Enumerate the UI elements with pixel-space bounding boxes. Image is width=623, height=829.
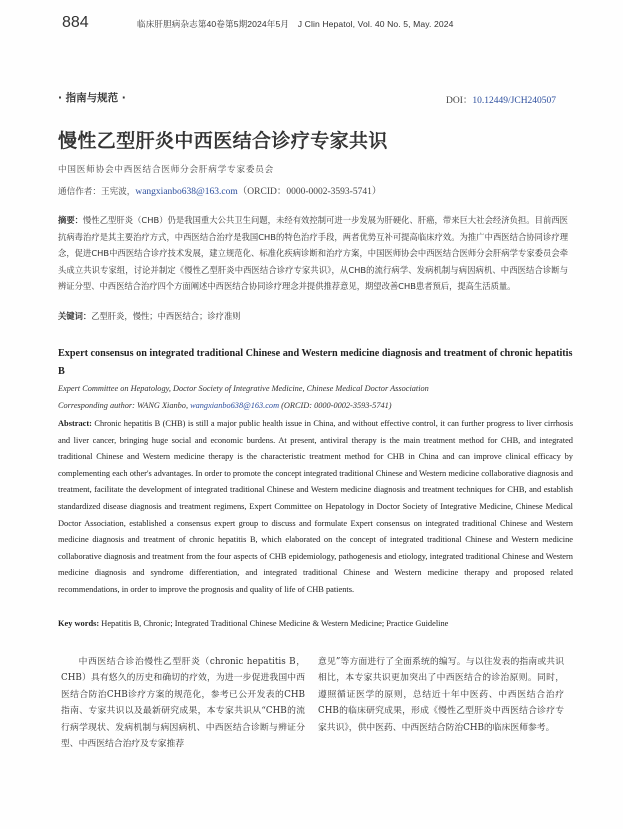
body-left-column: 中西医结合诊治慢性乙型肝炎（chronic hepatitis B，CHB）具有悠久的历史和确切的疗效，为进一步促进我国中西医结合防治CHB诊疗方案的规范化，参考已公开发表的CHB指南、专家共识以及最新研究成果，本专家共识从“CHB的流行病学现状、发病机制与病因病机、中西医结合诊断与辨证分型、中西医结合治疗及专家推荐	[61, 657, 305, 750]
english-authors: Expert Committee on Hepatology, Doctor Society of Integrative Medicine, Chinese Medical Doctor Association	[58, 384, 429, 393]
doi-label: DOI：	[446, 96, 473, 106]
running-head: 临床肝胆病杂志第40卷第5期2024年5月 J Clin Hepatol, Vol. 40 No. 5, May. 2024	[137, 19, 454, 29]
keywords-text: 乙型肝炎，慢性；中西医结合；诊疗准则	[91, 311, 241, 321]
english-abstract	[58, 416, 573, 599]
english-corresponding-author	[58, 401, 392, 410]
chinese-corresponding-author	[58, 183, 381, 197]
page-number: 884	[62, 14, 89, 31]
chinese-authors: 中国医师协会中西医结合医师分会肝病学专家委员会	[58, 165, 275, 175]
page-header	[62, 14, 583, 32]
abstract-text: 慢性乙型肝炎（CHB）仍是我国重大公共卫生问题，未经有效控制可进一步发展为肝硬化、肝癌，带来巨大社会经济负担。目前西医抗病毒治疗是其主要治疗方式，中西医结合治疗是我国CHB的特色治疗手段，两者优势互补可提高临床疗效。为推广中西医结合协同诊疗理念，促进CHB中西医结合诊疗技术发展，建立规范化、标准化疾病诊断和治疗方案，中国医师协会中西医结合医师分会肝病学专家委员会牵头成立共识专家组，讨论并制定《慢性乙型肝炎中西医结合诊疗专家共识》，从CHB的流行病学、发病机制与病因病机、中西医结合诊断与辨证分型、中西医结合治疗四个方面阐述中西医结合协同诊疗理念并提供推荐意见，期望改善CHB患者预后，提高生活质量。	[58, 215, 568, 292]
chinese-abstract	[58, 212, 568, 295]
email-link[interactable]: wangxianbo638@163.com	[135, 187, 238, 197]
keywords-text: Hepatitis B, Chronic; Integrated Traditional Chinese Medicine & Western Medicine; Practice Guideline	[99, 619, 449, 628]
chinese-keywords	[58, 310, 241, 322]
keywords-label: 关键词：	[58, 311, 92, 321]
abstract-text: Chronic hepatitis B (CHB) is still a major public health issue in China, and without effective control, it can further progress to liver cirrhosis and liver cancer, bringing huge social and economic burdens. At present, antiviral therapy is the main treatment method for CHB, and integrated traditional Chinese and Western medicine therapy is the characteristic treatment method for CHB in China and can improve clinical efficacy by complementing each other's advantages. In order to promote the concept integrated traditional Chinese and Western medicine collaborative diagnosis and treatment, facilitate the development of integrated traditional Chinese and Western medicine diagnosis and treatment techniques for CHB, and establish standardized disease diagnosis and treatment regimens, Expert Committee on Hepatology in Doctor Society of Integrative Medicine, Chinese Medical Doctor Association, established a consensus expert group to discuss and formulate Expert consensus on integrated traditional Chinese and Western medicine diagnosis and treatment of chronic hepatitis B, which elaborated on the concept of integrated traditional Chinese and Western medicine collaborative diagnosis and treatment from the four aspects of CHB epidemiology, pathogenesis and etiology, integrated traditional Chinese and Western medicine diagnosis and syndrome differentiation, and integrated traditional Chinese and Western medicine therapy and proposed related recommendations, in order to improve the prognosis and quality of life of CHB patients.	[58, 419, 573, 594]
column-tag: · 指南与规范 ·	[58, 92, 126, 104]
body-right-column: 意见”等方面进行了全面系统的编写。与以往发表的指南或共识相比，本专家共识更加突出了中西医结合的诊治原则。同时，遵照循证医学的原则，总结近十年中医药、中西医结合治疗CHB的临床研究成果，形成《慢性乙型肝炎中西医结合诊疗专家共识》，供中医药、中西医结合防治CHB的临床医师参考。	[318, 657, 564, 733]
abstract-label: 摘要：	[58, 215, 84, 225]
english-title: Expert consensus on integrated traditional Chinese and Western medicine diagnosis and treatment of chronic hepatitis B	[58, 348, 573, 377]
email-link[interactable]: wangxianbo638@163.com	[190, 401, 280, 410]
abstract-label: Abstract:	[58, 419, 92, 428]
corresponding-label: 通信作者：王宪波，	[58, 187, 136, 197]
doi	[446, 92, 556, 106]
orcid: (ORCID: 0000-0002-3593-5741)	[279, 401, 392, 410]
doi-link[interactable]: 10.12449/JCH240507	[472, 96, 557, 106]
english-keywords	[58, 619, 448, 628]
chinese-title: 慢性乙型肝炎中西医结合诊疗专家共识	[58, 130, 388, 152]
keywords-label: Key words:	[58, 619, 100, 628]
orcid: （ORCID：0000-0002-3593-5741）	[237, 187, 382, 197]
corresponding-label: Corresponding author: WANG Xianbo,	[58, 401, 191, 410]
